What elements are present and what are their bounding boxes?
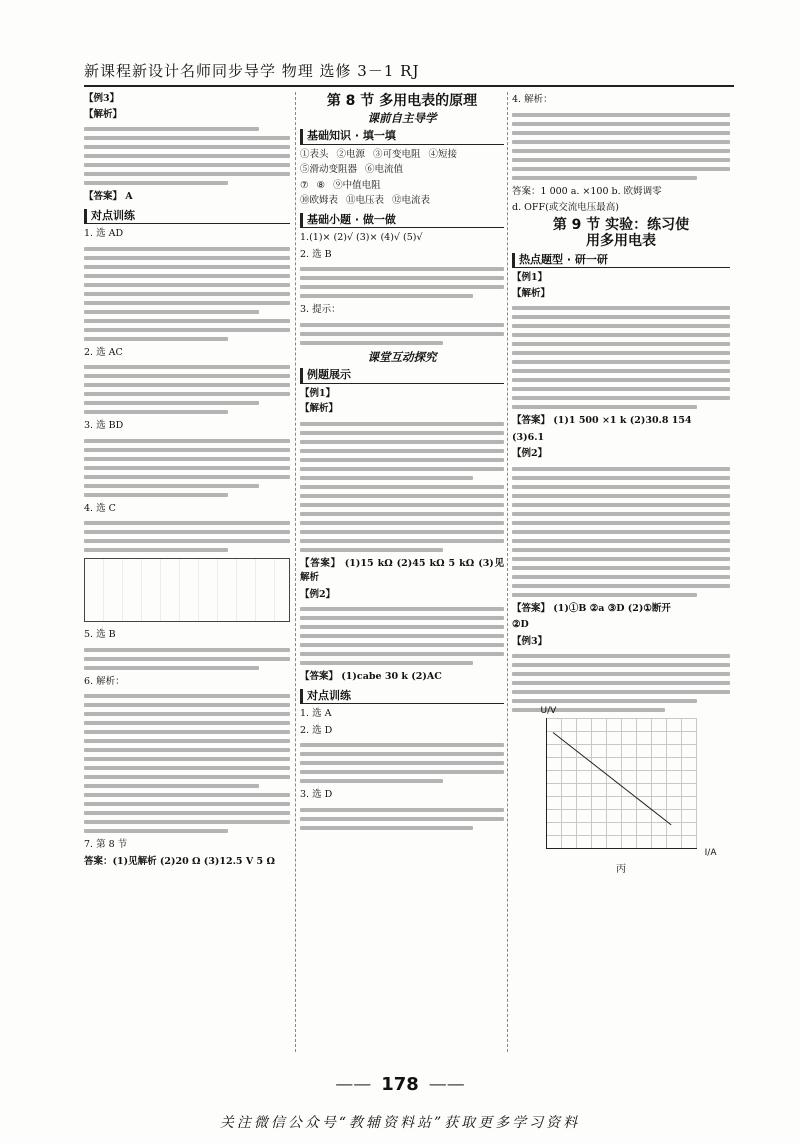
item: 1. 选 A xyxy=(300,708,332,719)
graph-caption: 丙 xyxy=(616,864,626,875)
fill-row: ⑤滑动变阻器 ⑥电流值 xyxy=(300,164,404,175)
section-heading: 基础小题 · 做一做 xyxy=(300,213,504,229)
item: 4. 选 C xyxy=(84,502,116,514)
section-title: 第 9 节 实验：练习使 xyxy=(552,216,690,233)
footer-note: 关注微信公众号“教辅资料站”获取更多学习资料 xyxy=(219,1115,581,1131)
item: 3. 提示： xyxy=(300,304,341,315)
item: 2. 选 D xyxy=(300,724,333,736)
analysis-label: 【解析】 xyxy=(300,403,339,414)
graph-line xyxy=(552,732,671,825)
section-heading: 对点训练 xyxy=(84,209,290,225)
circuit-diagram xyxy=(84,558,290,622)
example-label: 【例2】 xyxy=(300,588,336,600)
fill-row: ①表头 ②电源 ③可变电阻 ④短接 xyxy=(300,148,458,160)
section-heading: 基础知识 · 填一填 xyxy=(300,129,504,145)
item: 6. 解析： xyxy=(84,675,125,687)
column-left xyxy=(84,92,290,871)
analysis-label: 【解析】 xyxy=(84,108,123,120)
fill-row: ⑩欧姆表 ⑪电压表 ⑫电流表 xyxy=(300,195,431,206)
answer: 答案：(1)见解析 (2)20 Ω (3)12.5 V 5 Ω xyxy=(84,855,275,867)
section-heading: 例题展示 xyxy=(300,368,504,384)
answer: d. OFF(或交流电压最高) xyxy=(512,202,620,213)
section-title-cont: 用多用电表 xyxy=(586,233,656,249)
section-heading: 热点题型 · 研一研 xyxy=(512,253,730,269)
subsection-title: 课堂互动探究 xyxy=(367,349,437,364)
example-label: 【例1】 xyxy=(300,387,336,399)
column-divider xyxy=(295,92,296,1052)
column-divider xyxy=(507,92,508,1052)
answer-row: 1.(1)× (2)√ (3)× (4)√ (5)√ xyxy=(300,232,423,243)
ui-graph xyxy=(540,706,717,858)
fill-row: ⑦ ⑧ ⑨中值电阻 xyxy=(300,179,381,191)
example-label: 【例3】 xyxy=(512,635,548,647)
subsection-title: 课前自主导学 xyxy=(367,110,437,125)
answer: (3)6.1 xyxy=(512,431,545,443)
example-label: 【例3】 xyxy=(84,93,120,104)
answer: 【答案】 (1)15 kΩ (2)45 kΩ 5 kΩ (3)见解析 xyxy=(300,557,504,583)
answer: ②D xyxy=(512,619,529,630)
section-heading: 对点训练 xyxy=(300,689,504,705)
item: 2. 选 AC xyxy=(84,346,123,358)
example-label: 【例2】 xyxy=(512,448,548,459)
item: 1. 选 AD xyxy=(84,228,124,239)
answer: 【答案】 (1)1 500 ×1 k (2)30.8 154 xyxy=(512,415,692,426)
item: 3. 选 D xyxy=(300,789,333,800)
graph-y-label: U/V xyxy=(540,706,557,716)
item: 5. 选 B xyxy=(84,629,116,640)
analysis-label: 【解析】 xyxy=(512,287,551,299)
item: 7. 第 8 节 xyxy=(84,839,128,850)
column-middle xyxy=(300,92,504,835)
answer: 答案：1 000 a. ×100 b. 欧姆调零 xyxy=(512,185,662,197)
answer: 【答案】 (1)①B ②a ③D (2)①断开 xyxy=(512,602,671,614)
running-header: 新课程新设计名师同步导学 物理 选修 3－1 RJ xyxy=(84,60,734,87)
item: 3. 选 BD xyxy=(84,420,124,431)
item: 2. 选 B xyxy=(300,248,332,260)
page-number: —— 178 —— xyxy=(0,1074,800,1095)
graph-x-label: I/A xyxy=(704,847,717,858)
section-title: 第 8 节 多用电表的原理 xyxy=(326,93,478,109)
item: 4. 解析： xyxy=(512,94,553,105)
answer: 【答案】 (1)cabe 30 k (2)AC xyxy=(300,671,442,682)
example-label: 【例1】 xyxy=(512,272,548,283)
column-right xyxy=(512,92,730,878)
answer: 【答案】 A xyxy=(84,191,133,202)
